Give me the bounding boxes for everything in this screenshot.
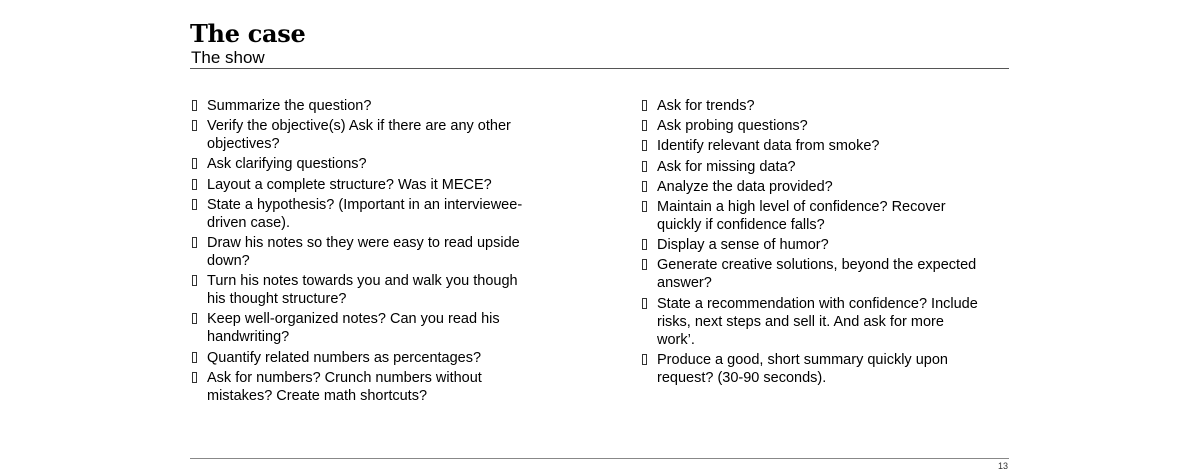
checkbox-square-icon xyxy=(190,155,207,173)
checkbox-square-icon xyxy=(640,117,657,135)
checklist-item xyxy=(190,176,540,194)
checkbox-square-icon xyxy=(640,198,657,216)
checkbox-square-icon xyxy=(190,117,207,135)
slide-title: The case xyxy=(190,19,306,48)
checklist-item xyxy=(640,236,985,254)
checklist-item xyxy=(640,117,985,135)
checklist-item xyxy=(190,155,540,173)
checklist-item-text: State a recommendation with confidence? Include risks, next steps and sell it. And ask for more work’. xyxy=(657,295,978,348)
checklist-item xyxy=(190,272,540,308)
checklist-item xyxy=(190,369,540,405)
checkbox-square-icon xyxy=(640,351,657,369)
checkbox-square-icon xyxy=(640,295,657,313)
checklist-item-text: Ask clarifying questions? xyxy=(207,156,367,173)
checkbox-square-icon xyxy=(190,272,207,290)
checklist-item-text: Layout a complete structure? Was it MECE? xyxy=(207,176,492,193)
checklist-item xyxy=(190,310,540,346)
checklist-item-text: Analyze the data provided? xyxy=(657,178,833,195)
checklist-item-text: Ask probing questions? xyxy=(657,118,808,135)
checklist-item xyxy=(640,198,985,234)
checklist-item-text: Display a sense of humor? xyxy=(657,237,829,254)
checklist-item xyxy=(640,351,985,387)
checkbox-square-icon xyxy=(640,236,657,254)
checkbox-square-icon xyxy=(190,349,207,367)
checklist-item xyxy=(640,178,985,196)
header-divider xyxy=(190,68,1009,69)
checkbox-square-icon xyxy=(190,234,207,252)
checklist-item xyxy=(190,117,540,153)
checkbox-square-icon xyxy=(640,178,657,196)
checklist-item-text: Ask for numbers? Crunch numbers without mistakes? Create math shortcuts? xyxy=(207,369,482,404)
checklist-item xyxy=(640,137,985,155)
checklist-item-text: Produce a good, short summary quickly upon request? (30-90 seconds). xyxy=(657,351,948,386)
checklist-item-text: Draw his notes so they were easy to read upside down? xyxy=(207,234,520,269)
checklist-item xyxy=(190,234,540,270)
checklist-item xyxy=(190,196,540,232)
checkbox-square-icon xyxy=(640,158,657,176)
checkbox-square-icon xyxy=(190,369,207,387)
checklist-item-text: Maintain a high level of confidence? Recover quickly if confidence falls? xyxy=(657,198,946,233)
checklist-item-text: Verify the objective(s) Ask if there are any other objectives? xyxy=(207,118,511,153)
checklist-item-text: State a hypothesis? (Important in an interviewee-driven case). xyxy=(207,196,523,231)
checklist-item-text: Ask for missing data? xyxy=(657,158,796,175)
checklist-item xyxy=(640,256,985,292)
checklist-item-text: Keep well-organized notes? Can you read his handwriting? xyxy=(207,311,500,346)
checklist-item xyxy=(190,349,540,367)
footer-divider xyxy=(190,458,1009,459)
checkbox-square-icon xyxy=(190,310,207,328)
checkbox-square-icon xyxy=(190,176,207,194)
checklist-item xyxy=(190,97,540,115)
checkbox-square-icon xyxy=(190,196,207,214)
page-number: 13 xyxy=(997,461,1008,471)
checklist-item xyxy=(640,158,985,176)
checklist-item-text: Generate creative solutions, beyond the expected answer? xyxy=(657,257,977,292)
slide-subtitle: The show xyxy=(191,48,265,67)
checklist-right xyxy=(640,97,985,389)
checklist-item-text: Quantify related numbers as percentages? xyxy=(207,349,482,366)
checklist-left xyxy=(190,97,540,407)
checkbox-square-icon xyxy=(640,256,657,274)
checklist-item-text: Summarize the question? xyxy=(207,98,372,114)
checklist-item xyxy=(640,295,985,349)
checklist-item-text: Identify relevant data from smoke? xyxy=(657,138,880,155)
checklist-item-text: Turn his notes towards you and walk you though his thought structure? xyxy=(207,273,518,308)
checkbox-square-icon xyxy=(190,97,207,115)
checklist-item xyxy=(640,97,985,115)
checkbox-square-icon xyxy=(640,137,657,155)
checklist-item-text: Ask for trends? xyxy=(657,98,755,114)
checkbox-square-icon xyxy=(640,97,657,115)
